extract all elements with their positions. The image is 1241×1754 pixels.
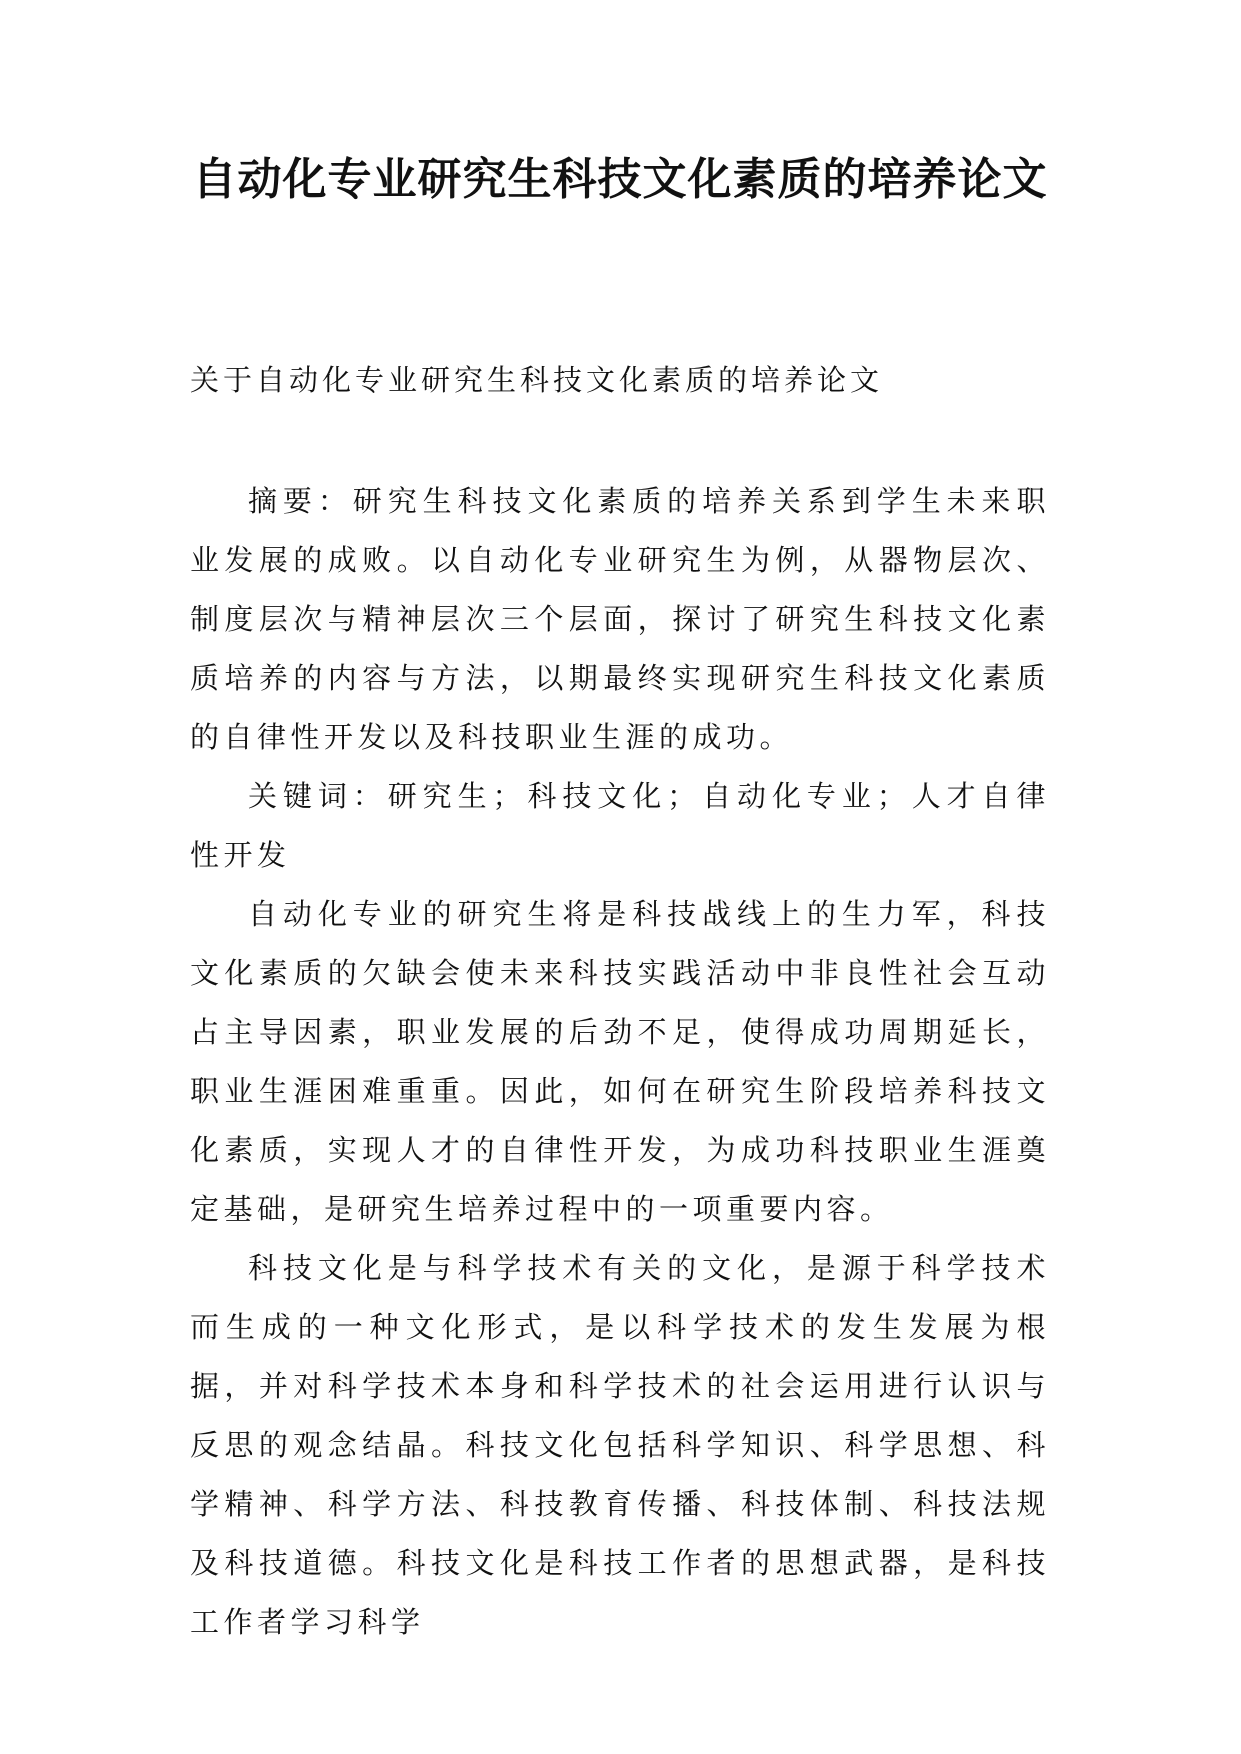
abstract-paragraph: 摘要：研究生科技文化素质的培养关系到学生未来职业发展的成败。以自动化专业研究生为例，从器物层次、制度层次与精神层次三个层面，探讨了研究生科技文化素质培养的内容与方法，以期最终实现研究生科技文化素质的自律性开发以及科技职业生涯的成功。: [190, 484, 1050, 754]
document-title: 自动化专业研究生科技文化素质的培养论文: [192, 154, 1048, 205]
body-paragraph: 自动化专业的研究生将是科技战线上的生力军，科技文化素质的欠缺会使未来科技实践活动中非良性社会互动占主导因素，职业发展的后劲不足，使得成功周期延长，职业生涯困难重重。因此，如何在研究生阶段培养科技文化素质，实现人才的自律性开发，为成功科技职业生涯奠定基础，是研究生培养过程中的一项重要内容。: [190, 897, 1050, 1226]
body-paragraph: 科技文化是与科学技术有关的文化，是源于科学技术而生成的一种文化形式，是以科学技术的发生发展为根据，并对科学技术本身和科学技术的社会运用进行认识与反思的观念结晶。科技文化包括科学知识、科学思想、科学精神、科学方法、科技教育传播、科技体制、科技法规及科技道德。科技文化是科技工作者的思想武器，是科技工作者学习科学: [190, 1251, 1050, 1639]
keywords-paragraph: 关键词：研究生；科技文化；自动化专业；人才自律性开发: [190, 779, 1050, 872]
document-body: [190, 472, 1050, 1652]
document-subtitle: 关于自动化专业研究生科技文化素质的培养论文: [190, 363, 884, 397]
